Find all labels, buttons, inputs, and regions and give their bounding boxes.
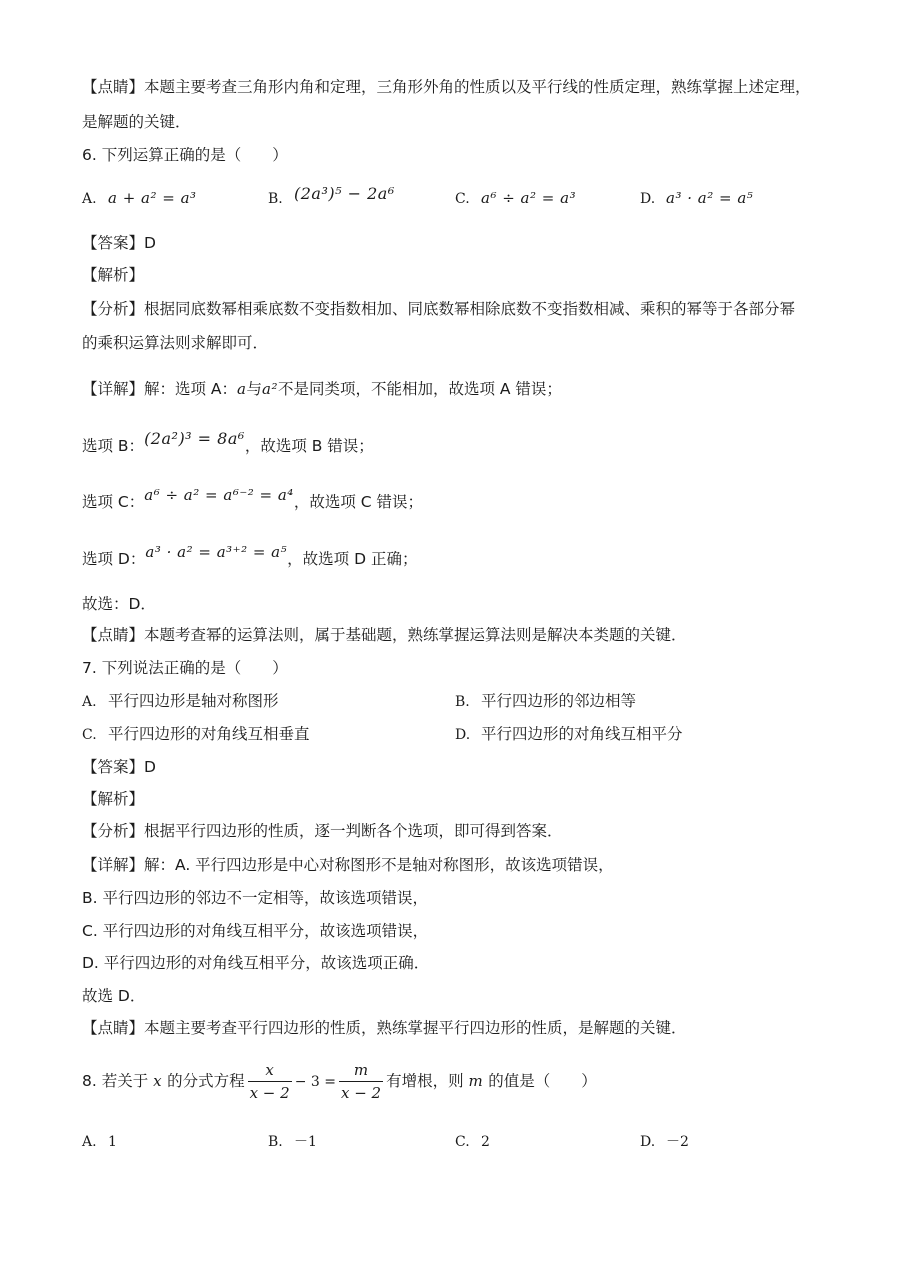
q6-analysis-line2: 的乘积运算法则求解即可． [82,334,269,352]
q7-detail-line1: 【详解】解：A. 平行四边形是中心对称图形不是轴对称图形，故该选项错误， [82,856,614,874]
option-label: D. [455,727,471,743]
detail-suffix: ，故选项 D 正确； [287,550,418,568]
q7-comment: 【点睛】本题主要考查平行四边形的性质，熟练掌握平行四边形的性质，是解题的关键． [82,1019,687,1037]
q8-option-d [640,1131,689,1152]
option-label: D. [640,1134,656,1150]
q7-options-row1 [82,691,842,711]
option-expr: a + a² = a³ [108,189,197,207]
q6-analysis-heading: 【解析】 [82,266,145,284]
fraction-denominator: x − 2 [249,1084,290,1102]
option-label: C. [455,1134,470,1150]
q8-option-b [268,1131,317,1152]
q7-stem: 7. 下列说法正确的是（ ） [82,659,288,677]
q8-variable-m: m [468,1072,484,1090]
q8-stem-after: 有增根，则 [386,1072,464,1090]
q6-answer: 【答案】D [82,234,156,252]
q8-stem [82,1058,597,1104]
q8-stem-end: 的值是（ ） [488,1072,597,1090]
option-expr: a⁶ ÷ a² = a³ [481,189,577,207]
detail-math: (2a²)³ = 8a⁶ [144,429,245,448]
option-expr: a³ · a² = a⁵ [666,189,754,207]
q5-comment-line2: 是解题的关键． [82,113,191,131]
q6-comment: 【点睛】本题考查幂的运算法则，属于基础题，熟练掌握运算法则是解决本类题的关键． [82,626,687,644]
fraction-numerator: m [339,1060,383,1082]
option-label: A. [82,694,97,710]
detail-math: a⁶ ÷ a² = a⁶⁻² = a⁴ [144,486,294,504]
option-text: 平行四边形的邻边相等 [481,692,637,710]
q8-options [82,1131,842,1151]
option-expr: (2a³)⁵ − 2a⁶ [294,184,395,203]
q8-fraction-right [339,1060,383,1103]
option-value: －2 [666,1134,689,1150]
q6-detail-a [82,379,562,399]
q6-option-d [640,188,753,209]
detail-prefix: 【详解】解：选项 A： [82,380,238,398]
option-text: 平行四边形的对角线互相垂直 [108,725,310,743]
q6-option-a [82,188,197,209]
q7-detail-line3: C. 平行四边形的对角线互相平分，故该选项错误， [82,922,429,940]
option-text: 平行四边形是轴对称图形 [108,692,279,710]
option-label: A. [82,191,97,207]
detail-suffix: ，故选项 B 错误； [244,437,374,455]
q7-detail-line4: D. 平行四边形的对角线互相平分，故该选项正确． [82,954,430,972]
q7-option-a [82,691,279,712]
detail-math: a² [262,380,278,398]
option-value: 1 [108,1134,117,1150]
q6-detail-d [82,543,418,569]
fraction-denominator: x − 2 [340,1084,382,1102]
option-label: C. [82,727,97,743]
q7-answer: 【答案】D [82,758,156,776]
q5-comment-line1: 【点睛】本题主要考查三角形内角和定理，三角形外角的性质以及平行线的性质定理，熟练掌握上述定理， [82,78,811,96]
option-label: B. [455,694,470,710]
q6-option-c [455,188,576,209]
detail-math: a³ · a² = a³⁺² = a⁵ [145,543,288,561]
option-value: －1 [294,1134,317,1150]
q7-options-row2 [82,724,842,744]
q8-option-a [82,1131,117,1152]
q8-variable-x: x [153,1072,163,1090]
option-value: 2 [481,1134,490,1150]
option-label: A. [82,1134,97,1150]
q7-option-b [455,691,636,712]
option-label: B. [268,191,283,207]
q6-stem: 6. 下列运算正确的是（ ） [82,146,288,164]
detail-text: 与 [246,380,262,398]
q7-detail-line2: B. 平行四边形的邻边不一定相等，故该选项错误， [82,889,428,907]
detail-suffix: 不是同类项，不能相加，故选项 A 错误； [277,380,562,398]
fraction-numerator: x [248,1060,292,1082]
detail-prefix: 选项 B： [82,437,145,455]
q7-conclusion: 故选 D． [82,987,146,1005]
q6-conclusion: 故选：D． [82,595,156,613]
detail-suffix: ，故选项 C 错误； [293,493,424,511]
detail-prefix: 选项 C： [82,493,145,511]
q8-fraction-left [248,1060,292,1103]
q7-analysis: 【分析】根据平行四边形的性质，逐一判断各个选项，即可得到答案． [82,822,563,840]
q7-analysis-heading: 【解析】 [82,790,145,808]
option-label: B. [268,1134,283,1150]
q6-analysis-line1: 【分析】根据同底数幂相乘底数不变指数相加、同底数幂相除底数不变指数相减、乘积的幂等于各部分幂 [82,300,796,318]
detail-prefix: 选项 D： [82,550,146,568]
option-label: D. [640,191,656,207]
q7-option-d [455,724,683,745]
option-text: 平行四边形的对角线互相平分 [481,725,683,743]
q6-option-b [268,184,395,209]
q6-detail-b [82,429,374,456]
q8-stem-mid: 的分式方程 [167,1072,245,1090]
detail-math: a [237,380,247,398]
q8-equation-mid: − 3 = [294,1074,336,1090]
q7-option-c [82,724,310,745]
q6-options [82,184,842,208]
q8-option-c [455,1131,490,1152]
q6-detail-c [82,486,424,512]
q8-stem-before: 8. 若关于 [82,1072,149,1090]
option-label: C. [455,191,470,207]
